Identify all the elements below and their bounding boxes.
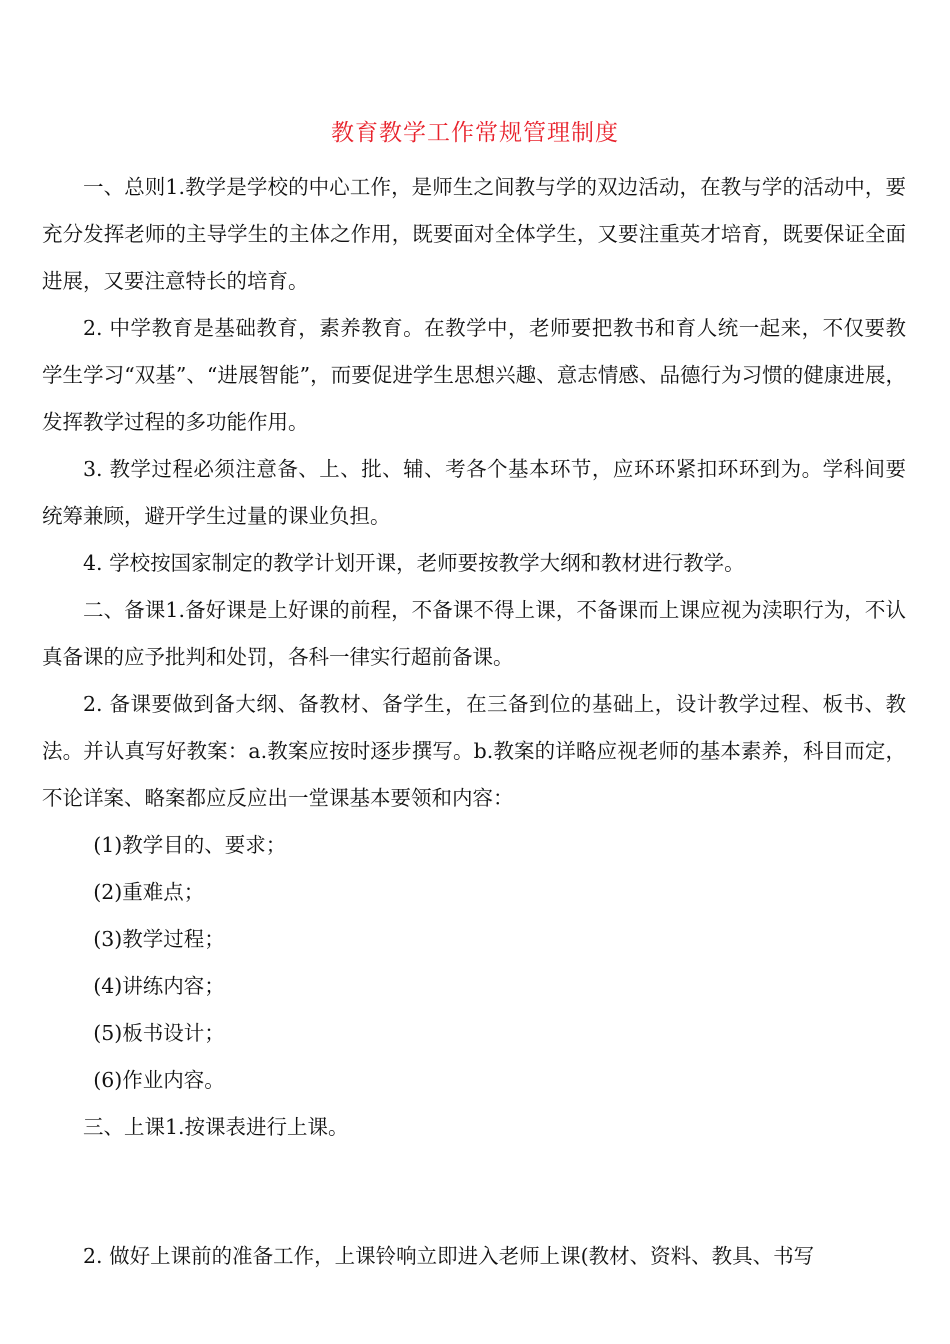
list-item: (5)板书设计； (93, 1021, 225, 1045)
document-body (42, 164, 906, 1280)
list-item: (2)重难点； (93, 880, 205, 904)
document-title: 教育教学工作常规管理制度 (331, 120, 619, 146)
paragraph-teaching-process: 3. 教学过程必须注意备、上、批、辅、考各个基本环节，应环环紧扣环环到为。学科间要统筹兼顾，避开学生过量的课业负担。 (42, 457, 906, 528)
list-item: (3)教学过程； (93, 927, 225, 951)
paragraph-section-teaching: 三、上课1.按课表进行上课。 (83, 1115, 349, 1139)
paragraph-teaching-plan: 4. 学校按国家制定的教学计划开课，老师要按教学大纲和教材进行教学。 (83, 551, 745, 575)
paragraph-class-preparation: 2. 做好上课前的准备工作，上课铃响立即进入老师上课(教材、资料、教具、书写 (83, 1244, 815, 1268)
paragraph-lesson-preparation: 二、备课1.备好课是上好课的前程，不备课不得上课，不备课而上课应视为渎职行为，不认真备课的应予批判和处罚，各科一律实行超前备课。 (42, 598, 906, 669)
paragraph-secondary-education: 2. 中学教育是基础教育，素养教育。在教学中，老师要把教书和育人统一起来，不仅要教学生学习“双基”、“进展智能”，而要促进学生思想兴趣、意志情感、品德行为习惯的健康进展，发挥教学过程的多功能作用。 (42, 316, 906, 434)
page-gap (42, 1151, 906, 1233)
list-item: (4)讲练内容； (93, 974, 225, 998)
paragraph-lesson-plan-requirements: 2. 备课要做到备大纲、备教材、备学生，在三备到位的基础上，设计教学过程、板书、教法。并认真写好教案：a.教案应按时逐步撰写。b.教案的详略应视老师的基本素养，科目而定，不论详案、略案都应反应出一堂课基本要领和内容： (42, 692, 906, 810)
paragraph-general-principles: 一、总则1.教学是学校的中心工作，是师生之间教与学的双边活动，在教与学的活动中，要充分发挥老师的主导学生的主体之作用，既要面对全体学生，又要注重英才培育，既要保证全面进展，又要注意特长的培育。 (42, 175, 906, 293)
list-item: (1)教学目的、要求； (93, 833, 287, 857)
list-item: (6)作业内容。 (93, 1068, 225, 1092)
